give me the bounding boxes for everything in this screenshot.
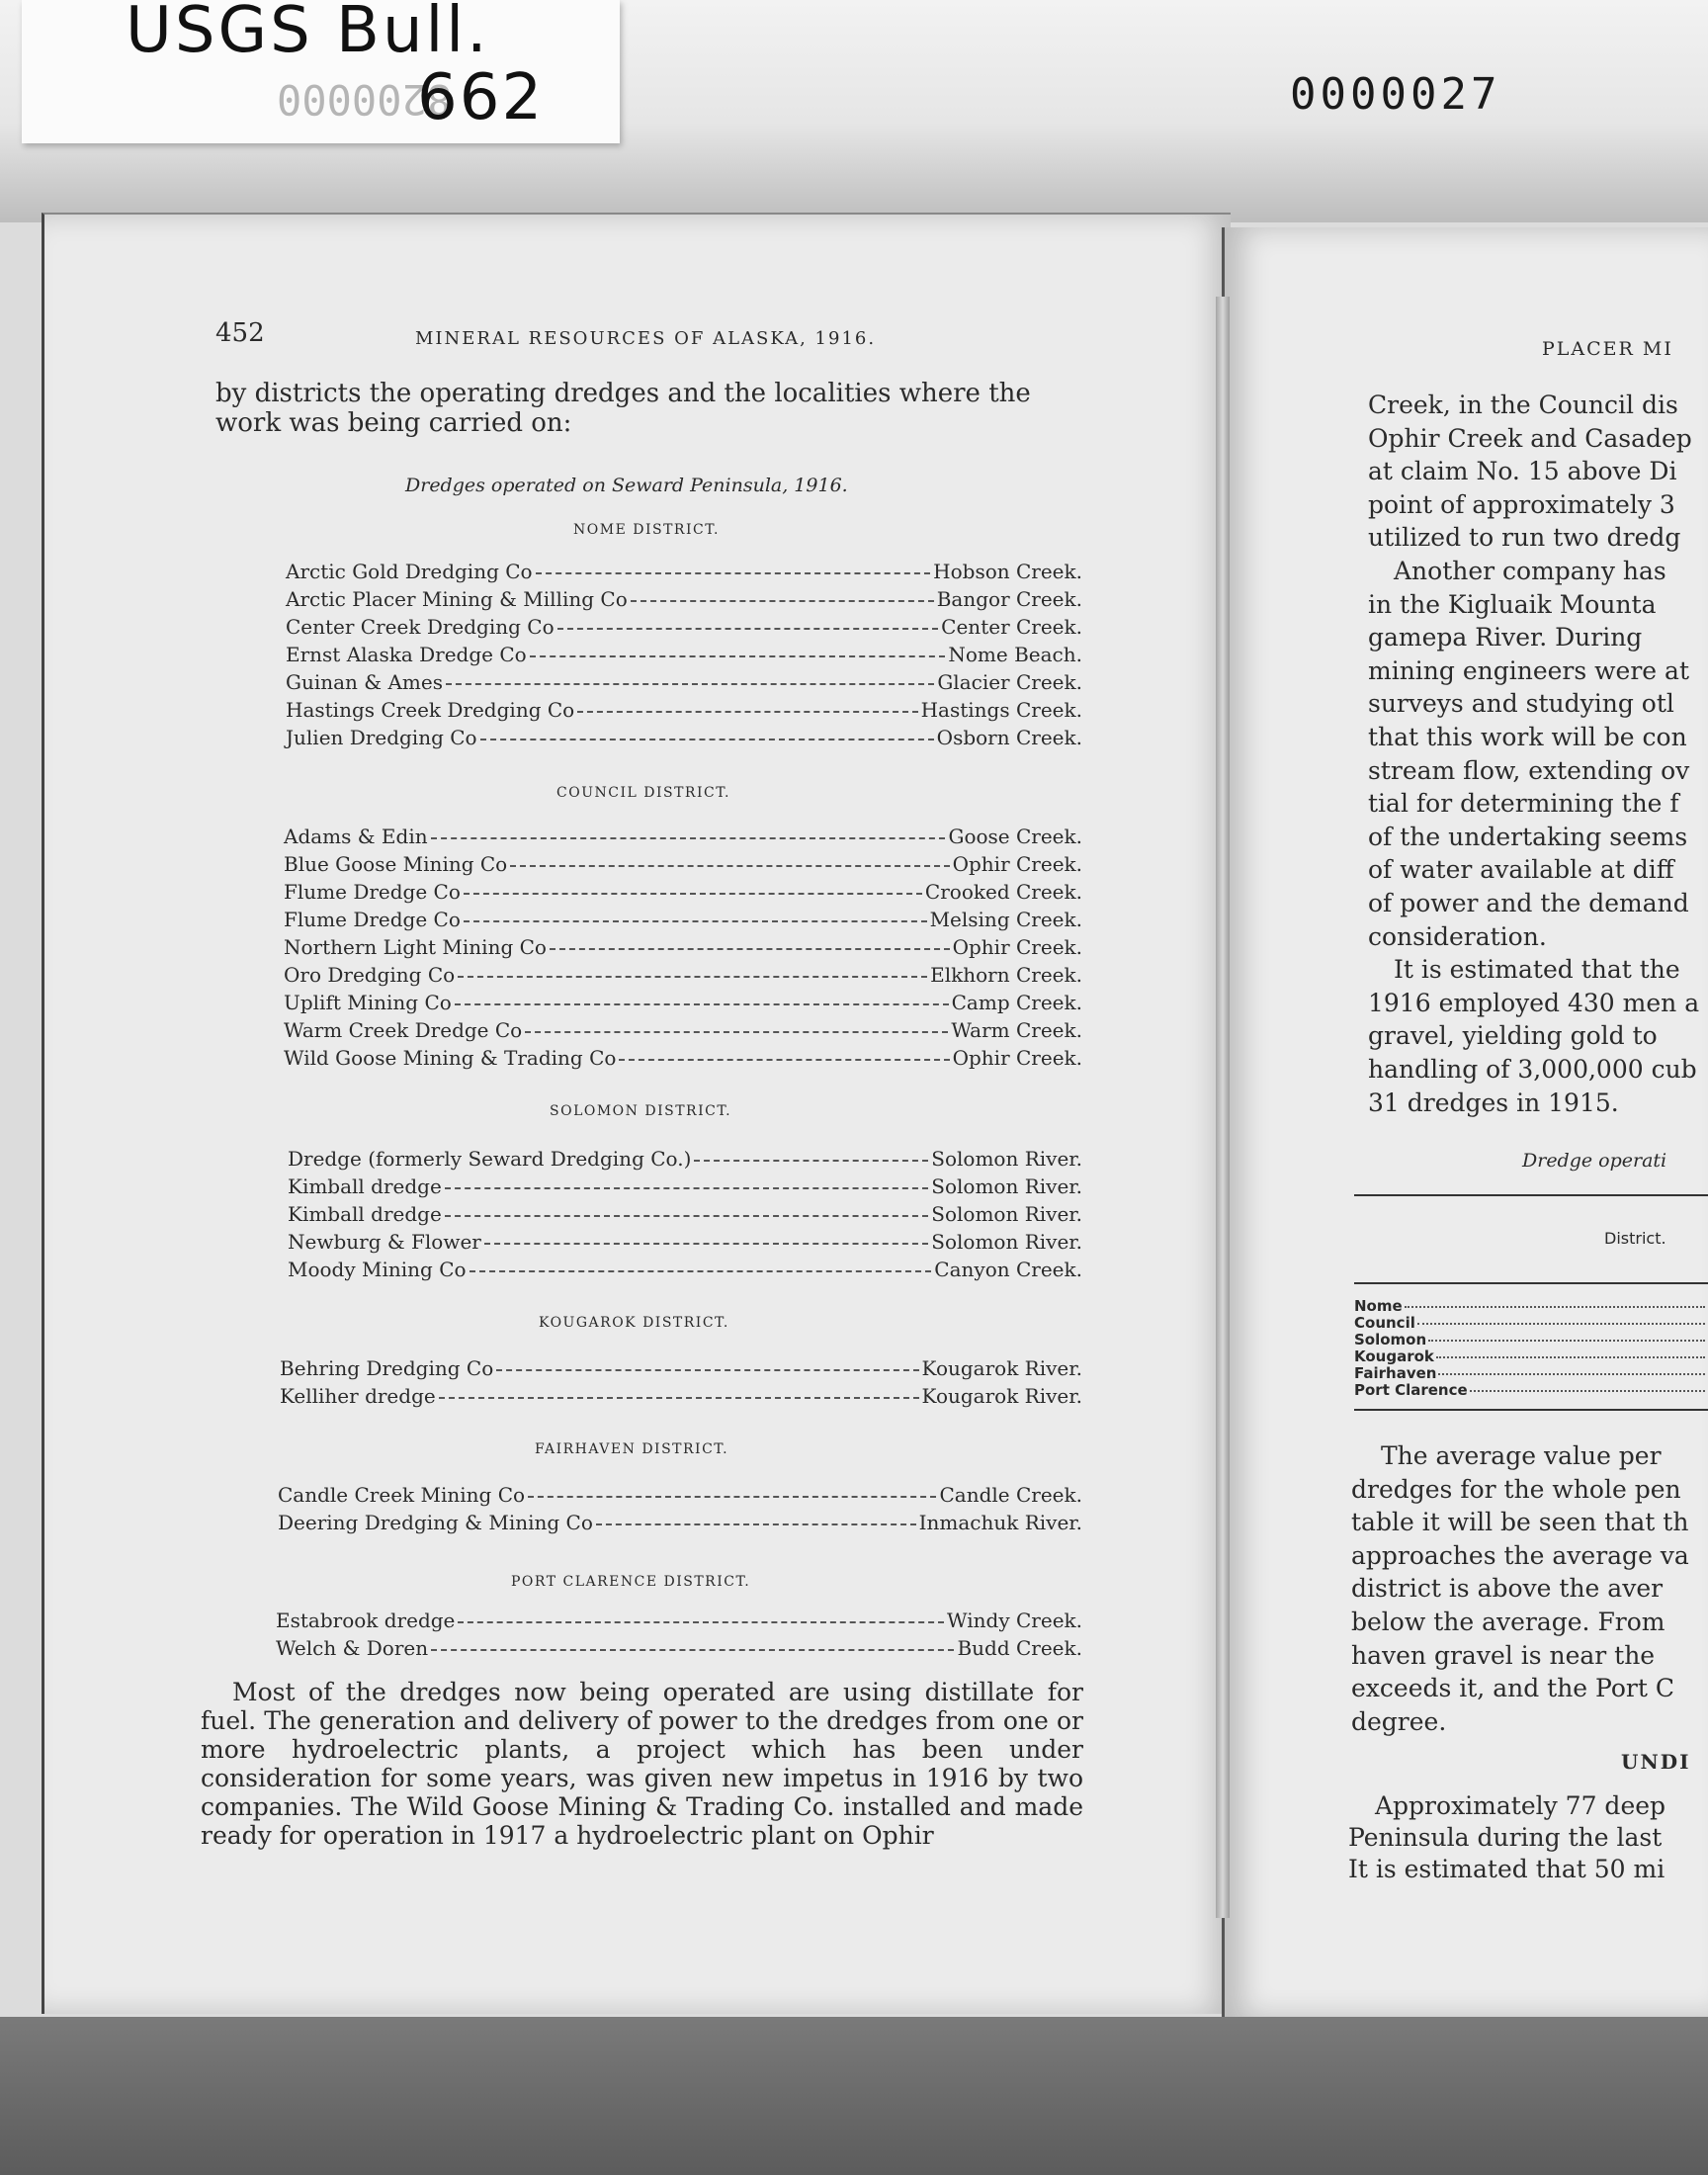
district-name: Fairhaven	[1354, 1364, 1437, 1382]
intro-text: by districts the operating dredges and the localities where the work was being carried on:	[215, 379, 1031, 438]
company-name: Deering Dredging & Mining Co	[278, 1511, 593, 1534]
locality-name: Budd Creek.	[957, 1636, 1082, 1660]
locality-name: Elkhorn Creek.	[930, 963, 1082, 987]
table-rule-mid	[1354, 1282, 1708, 1284]
page-number: 452	[215, 318, 265, 348]
text-line: gravel, yielding gold to	[1368, 1021, 1658, 1051]
locality-name: Nome Beach.	[948, 643, 1082, 666]
dot-leader	[550, 948, 950, 950]
company-name: Estabrook dredge	[276, 1609, 456, 1632]
dot-leader	[536, 572, 931, 574]
text-line: It is estimated that 50 mi	[1348, 1855, 1665, 1883]
locality-name: Goose Creek.	[948, 825, 1082, 848]
dredge-row	[284, 935, 1082, 959]
dredge-row	[284, 1018, 1082, 1042]
district-name: Port Clarence	[1354, 1381, 1468, 1399]
text-line: point of approximately 3	[1368, 489, 1675, 519]
text-line: consideration.	[1368, 921, 1547, 951]
locality-name: Osborn Creek.	[936, 726, 1082, 749]
text-line: degree.	[1351, 1706, 1447, 1736]
locality-name: Solomon River.	[931, 1147, 1082, 1171]
dredge-row	[280, 1356, 1082, 1380]
company-name: Welch & Doren	[276, 1636, 429, 1660]
summary-district-row	[1354, 1298, 1705, 1314]
text-line: Ophir Creek and Casadep	[1368, 423, 1692, 453]
company-name: Dredge (formerly Seward Dredging Co.)	[288, 1147, 692, 1171]
right-subheading: UNDI	[1621, 1750, 1691, 1774]
locality-name: Ophir Creek.	[952, 935, 1082, 959]
dot-leader	[694, 1160, 928, 1162]
company-name: Northern Light Mining Co	[284, 935, 547, 959]
dot-leader	[464, 920, 927, 922]
company-name: Flume Dredge Co	[284, 908, 461, 931]
locality-name: Hobson Creek.	[933, 560, 1082, 583]
dot-leader	[446, 683, 934, 685]
dredge-row	[288, 1230, 1082, 1254]
district-heading: SOLOMON DISTRICT.	[550, 1103, 732, 1119]
summary-district-row	[1354, 1348, 1705, 1364]
locality-name: Solomon River.	[931, 1174, 1082, 1198]
dot-leader	[631, 600, 934, 602]
locality-name: Crooked Creek.	[924, 880, 1082, 904]
district-name: Solomon	[1354, 1331, 1427, 1348]
company-name: Oro Dredging Co	[284, 963, 456, 987]
text-line: of the undertaking seems	[1368, 822, 1688, 851]
company-name: Behring Dredging Co	[280, 1356, 494, 1380]
text-line: mining engineers were at	[1368, 655, 1689, 685]
dredge-row	[286, 698, 1082, 722]
locality-name: Solomon River.	[931, 1230, 1082, 1254]
company-name: Kimball dredge	[288, 1174, 442, 1198]
company-name: Warm Creek Dredge Co	[284, 1018, 523, 1042]
dredge-row	[286, 643, 1082, 666]
dot-leader	[480, 739, 934, 740]
document-number: 0000027	[1290, 69, 1501, 120]
company-name: Blue Goose Mining Co	[284, 852, 508, 876]
dot-leader	[458, 1621, 944, 1623]
dredge-row	[278, 1483, 1082, 1507]
dot-leader	[530, 655, 946, 657]
locality-name: Candle Creek.	[939, 1483, 1082, 1507]
text-line: 1916 employed 430 men a	[1368, 988, 1700, 1017]
dot-leader	[1417, 1323, 1705, 1325]
dot-leader	[458, 976, 927, 978]
company-name: Kimball dredge	[288, 1202, 442, 1226]
dredge-row	[284, 908, 1082, 931]
dredge-row	[284, 825, 1082, 848]
text-line: exceeds it, and the Port C	[1351, 1674, 1674, 1703]
text-line: of water available at diff	[1368, 855, 1674, 885]
district-heading: COUNCIL DISTRICT.	[556, 785, 730, 801]
text-line: haven gravel is near the	[1351, 1640, 1656, 1670]
dredge-row	[288, 1147, 1082, 1171]
summary-district-row	[1354, 1365, 1705, 1381]
company-name: Newburg & Flower	[288, 1230, 481, 1254]
dredge-row	[278, 1511, 1082, 1534]
locality-name: Center Creek.	[941, 615, 1082, 639]
district-heading: NOME DISTRICT.	[573, 522, 720, 538]
text-line: It is estimated that the	[1394, 955, 1680, 985]
dot-leader	[470, 1270, 932, 1272]
district-heading: KOUGAROK DISTRICT.	[539, 1315, 729, 1331]
dot-leader	[1470, 1390, 1705, 1392]
text-line: table it will be seen that th	[1351, 1508, 1689, 1537]
district-heading: FAIRHAVEN DISTRICT.	[535, 1441, 729, 1457]
text-line: in the Kigluaik Mounta	[1368, 589, 1657, 619]
dredge-row	[288, 1258, 1082, 1281]
dot-leader	[445, 1215, 928, 1217]
dredge-row	[284, 1046, 1082, 1070]
text-line: handling of 3,000,000 cub	[1368, 1055, 1697, 1084]
dot-leader	[445, 1187, 928, 1189]
text-line: surveys and studying otl	[1368, 689, 1674, 719]
dredge-row	[284, 991, 1082, 1014]
dredge-row	[286, 587, 1082, 611]
company-name: Arctic Placer Mining & Milling Co	[286, 587, 628, 611]
dot-leader	[596, 1523, 916, 1525]
dot-leader	[1405, 1306, 1705, 1308]
dredge-row	[280, 1384, 1082, 1408]
scan-background-bottom	[0, 2017, 1708, 2175]
company-name: Wild Goose Mining & Trading Co	[284, 1046, 617, 1070]
text-line: Approximately 77 deep	[1375, 1791, 1666, 1820]
text-line: utilized to run two dredg	[1368, 523, 1681, 553]
text-line: 31 dredges in 1915.	[1368, 1088, 1619, 1117]
company-name: Moody Mining Co	[288, 1258, 467, 1281]
right-table-column-head: District.	[1604, 1229, 1666, 1248]
locality-name: Ophir Creek.	[952, 852, 1082, 876]
summary-district-row	[1354, 1332, 1705, 1348]
locality-name: Glacier Creek.	[937, 670, 1082, 694]
district-heading: PORT CLARENCE DISTRICT.	[511, 1574, 751, 1590]
dredge-row	[284, 880, 1082, 904]
dredge-row	[288, 1174, 1082, 1198]
company-name: Candle Creek Mining Co	[278, 1483, 526, 1507]
dredge-row	[286, 726, 1082, 749]
text-line: Peninsula during the last	[1348, 1823, 1663, 1852]
text-line: The average value per	[1381, 1441, 1662, 1470]
catalog-label-card	[22, 0, 620, 143]
locality-name: Camp Creek.	[951, 991, 1082, 1014]
text-line: Another company has	[1394, 557, 1666, 585]
handwritten-bulletin-number: 662	[417, 61, 545, 134]
locality-name: Inmachuk River.	[918, 1511, 1082, 1534]
text-line: below the average. From	[1351, 1608, 1665, 1636]
table-rule-top	[1354, 1194, 1708, 1196]
locality-name: Kougarok River.	[921, 1356, 1082, 1380]
locality-name: Warm Creek.	[951, 1018, 1082, 1042]
dot-leader	[619, 1059, 949, 1061]
dredge-row	[286, 670, 1082, 694]
company-name: Flume Dredge Co	[284, 880, 461, 904]
dredge-row	[284, 963, 1082, 987]
right-table-title: Dredge operati	[1522, 1150, 1667, 1172]
dot-leader	[496, 1369, 918, 1371]
locality-name: Melsing Creek.	[929, 908, 1082, 931]
text-line: stream flow, extending ov	[1368, 755, 1690, 785]
dot-leader	[525, 1031, 948, 1033]
dot-leader	[455, 1003, 949, 1005]
text-line: that this work will be con	[1368, 723, 1687, 751]
text-line: district is above the aver	[1351, 1574, 1664, 1604]
locality-name: Canyon Creek.	[934, 1258, 1082, 1281]
dot-leader	[484, 1243, 928, 1245]
company-name: Guinan & Ames	[286, 670, 443, 694]
dot-leader	[1436, 1356, 1705, 1358]
text-line: at claim No. 15 above Di	[1368, 457, 1677, 486]
text-line: tial for determining the f	[1368, 789, 1679, 819]
locality-name: Bangor Creek.	[936, 587, 1082, 611]
table-title: Dredges operated on Seward Peninsula, 1916.	[405, 475, 848, 496]
right-running-head: PLACER MI	[1542, 338, 1673, 360]
dredge-row	[286, 560, 1082, 583]
company-name: Kelliher dredge	[280, 1384, 436, 1408]
dot-leader	[439, 1397, 919, 1399]
dot-leader	[577, 711, 917, 713]
company-name: Ernst Alaska Dredge Co	[286, 643, 527, 666]
faint-stamp-number: 8200000	[277, 75, 453, 124]
locality-name: Solomon River.	[931, 1202, 1082, 1226]
summary-district-row	[1354, 1315, 1705, 1331]
closing-paragraph: Most of the dredges now being operated are using distillate for fuel. The generation and delivery of power to the dredges from one or more hydroelectric plants, a project which has been under consideration for some years, was given new impetus in 1916 by two companies. The Wild Goose Mining & Trading Co. installed and made ready for operation in 1917 a hydroelectric plant on Ophir	[201, 1678, 1083, 1850]
company-name: Adams & Edin	[284, 825, 428, 848]
locality-name: Windy Creek.	[947, 1609, 1082, 1632]
dredge-row	[284, 852, 1082, 876]
book-gutter	[1216, 297, 1230, 1918]
dot-leader	[528, 1496, 936, 1498]
district-name: Nome	[1354, 1297, 1403, 1315]
dot-leader	[510, 865, 949, 867]
company-name: Hastings Creek Dredging Co	[286, 698, 575, 722]
dredge-row	[286, 615, 1082, 639]
district-name: Kougarok	[1354, 1348, 1434, 1365]
dot-leader	[431, 1649, 954, 1651]
company-name: Center Creek Dredging Co	[286, 615, 555, 639]
company-name: Julien Dredging Co	[286, 726, 477, 749]
text-line: dredges for the whole pen	[1351, 1474, 1681, 1504]
dredge-row	[288, 1202, 1082, 1226]
locality-name: Kougarok River.	[921, 1384, 1082, 1408]
district-name: Council	[1354, 1314, 1415, 1332]
dot-leader	[557, 628, 939, 630]
text-line: approaches the average va	[1351, 1540, 1689, 1570]
dredge-row	[276, 1609, 1082, 1632]
summary-district-row	[1354, 1382, 1705, 1398]
text-line: Creek, in the Council dis	[1368, 391, 1678, 419]
company-name: Arctic Gold Dredging Co	[286, 560, 533, 583]
locality-name: Ophir Creek.	[952, 1046, 1082, 1070]
text-line: gamepa River. During	[1368, 623, 1643, 652]
dot-leader	[1438, 1373, 1705, 1375]
locality-name: Hastings Creek.	[920, 698, 1082, 722]
running-head: MINERAL RESOURCES OF ALASKA, 1916.	[415, 328, 877, 349]
dot-leader	[464, 893, 922, 895]
company-name: Uplift Mining Co	[284, 991, 452, 1014]
dot-leader	[431, 837, 946, 839]
dredge-row	[276, 1636, 1082, 1660]
handwritten-series: USGS Bull.	[126, 0, 490, 67]
table-rule-bottom	[1354, 1409, 1708, 1411]
dot-leader	[1428, 1340, 1705, 1342]
text-line: of power and the demand	[1368, 889, 1689, 917]
